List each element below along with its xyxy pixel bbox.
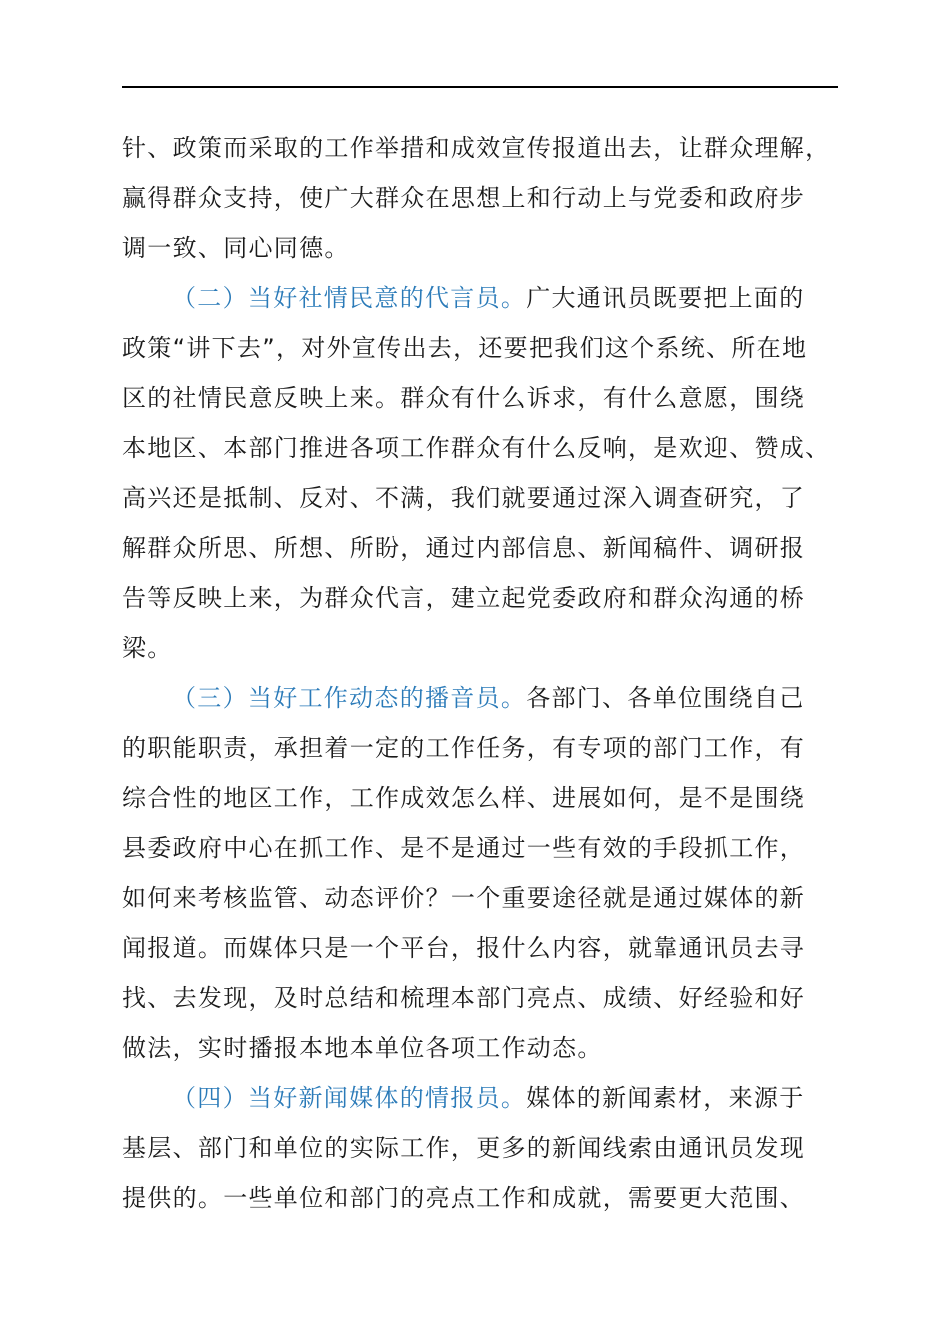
paragraph-line: 县委政府中心在抓工作、是不是通过一些有效的手段抓工作， [122, 834, 806, 862]
paragraph-line: 做法，实时播报本地本单位各项工作动态。 [122, 1034, 603, 1062]
paragraph-first-line [172, 1083, 805, 1113]
section-heading: （二）当好社情民意的代言员。 [172, 284, 527, 312]
paragraph-line: 解群众所思、所想、所盼，通过内部信息、新闻稿件、调研报 [122, 534, 806, 562]
paragraph-line: 基层、部门和单位的实际工作，更多的新闻线索由通讯员发现 [122, 1134, 806, 1162]
paragraph-line: 提供的。一些单位和部门的亮点工作和成就，需要更大范围、 [122, 1184, 806, 1212]
paragraph-first-line [172, 683, 805, 713]
paragraph-line: 的职能职责，承担着一定的工作任务，有专项的部门工作，有 [122, 734, 806, 762]
paragraph-line: 政策“讲下去”，对外宣传出去，还要把我们这个系统、所在地 [122, 334, 808, 362]
paragraph-text: 媒体的新闻素材，来源于 [526, 1084, 805, 1112]
paragraph-line: 梁。 [122, 634, 173, 662]
paragraph-line: 本地区、本部门推进各项工作群众有什么反响，是欢迎、赞成、 [122, 434, 831, 462]
paragraph-line: 如何来考核监管、动态评价？一个重要途径就是通过媒体的新 [122, 884, 806, 912]
paragraph-line: 闻报道。而媒体只是一个平台，报什么内容，就靠通讯员去寻 [122, 934, 806, 962]
header-rule [122, 86, 838, 88]
paragraph-line: 找、去发现，及时总结和梳理本部门亮点、成绩、好经验和好 [122, 984, 806, 1012]
paragraph-line: 调一致、同心同德。 [122, 234, 350, 262]
section-heading: （三）当好工作动态的播音员。 [172, 684, 527, 712]
paragraph-line: 告等反映上来，为群众代言，建立起党委政府和群众沟通的桥 [122, 584, 806, 612]
paragraph-text: 广大通讯员既要把上面的 [526, 284, 805, 312]
paragraph-line: 综合性的地区工作，工作成效怎么样、进展如何，是不是围绕 [122, 784, 806, 812]
section-heading: （四）当好新闻媒体的情报员。 [172, 1084, 527, 1112]
paragraph-line: 区的社情民意反映上来。群众有什么诉求，有什么意愿，围绕 [122, 384, 806, 412]
paragraph-text: 各部门、各单位围绕自己 [526, 684, 805, 712]
paragraph-first-line [172, 283, 805, 313]
paragraph-line: 高兴还是抵制、反对、不满，我们就要通过深入调查研究，了 [122, 484, 806, 512]
paragraph-line: 针、政策而采取的工作举措和成效宣传报道出去，让群众理解， [122, 134, 831, 162]
paragraph-line: 赢得群众支持，使广大群众在思想上和行动上与党委和政府步 [122, 184, 806, 212]
